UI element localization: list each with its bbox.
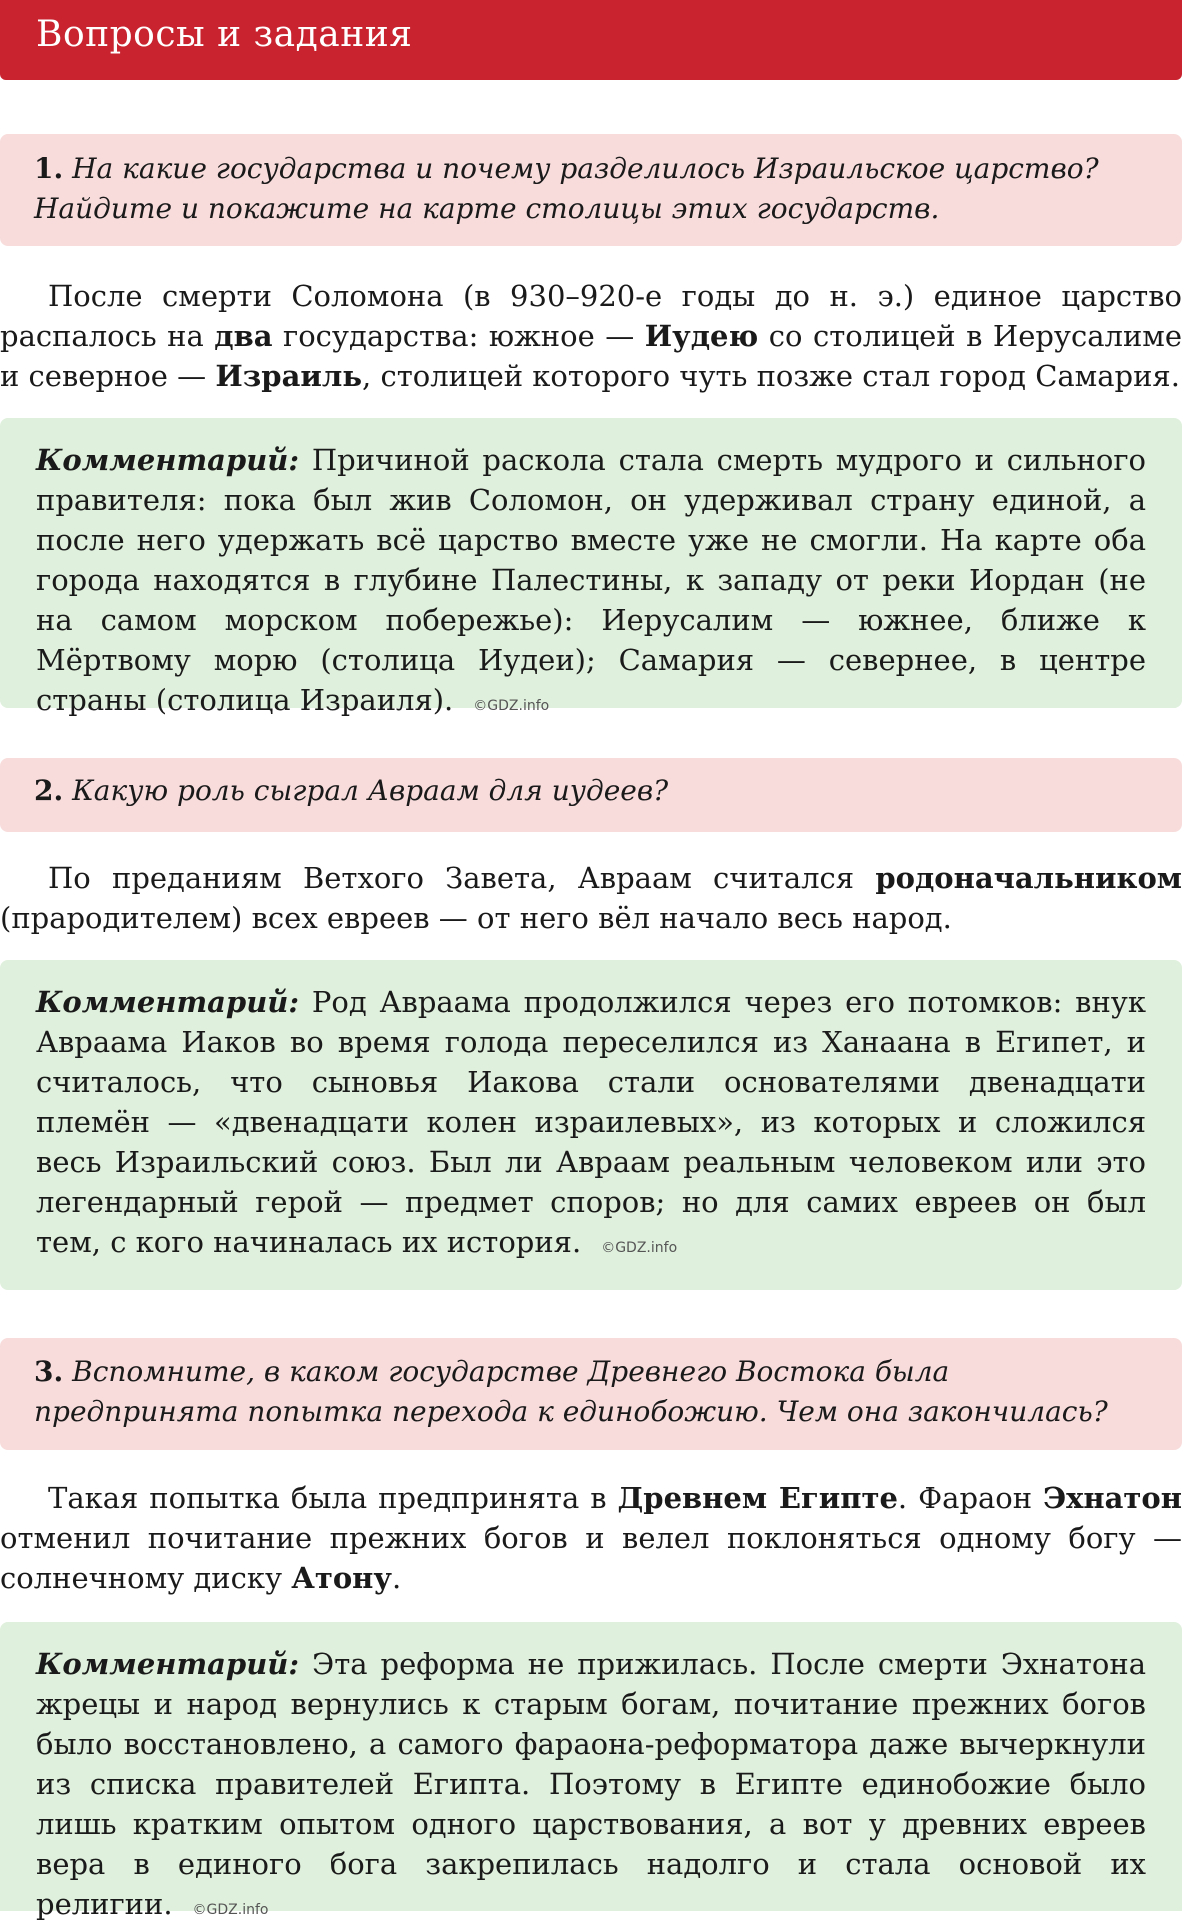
comment-text: Причиной раскола стала смерть мудрого и сильного правителя: пока был жив Соломон, он удерживал страну единой, а после него удержать всё царство вместе уже не смогли. На карте оба города находятся в глубине Палестины, к западу от реки Иордан (не на самом морском побережье): Иерусалим — южнее, ближе к Мёртвому морю (столица Иудеи); Самария — севернее, в центре страны (столица Израиля). [36, 443, 1146, 717]
question-1-box [0, 134, 1182, 246]
question-1 [34, 149, 1148, 229]
question-3 [34, 1352, 1148, 1432]
answer-text [0, 276, 1182, 396]
comment-2 [36, 982, 1146, 1268]
answer-run: Такая попытка была предпринята в [48, 1481, 618, 1515]
answer-run: государства: южное — [272, 319, 645, 353]
question-3-box [0, 1338, 1182, 1450]
answer-bold: Израиль [215, 359, 363, 393]
answer-3 [0, 1478, 1182, 1598]
section-header [0, 0, 1182, 80]
comment-label: Комментарий: [36, 1647, 300, 1681]
comment-label: Комментарий: [36, 443, 300, 477]
answer-run: . [391, 1561, 402, 1595]
watermark: ©GDZ.info [473, 698, 550, 714]
comment-1 [36, 440, 1146, 726]
answer-bold: Древнем Египте [617, 1481, 898, 1515]
answer-text [0, 1478, 1182, 1598]
comment-label: Комментарий: [36, 985, 300, 1019]
answer-run: По преданиям Ветхого Завета, Авраам считался [48, 861, 876, 895]
question-2 [34, 771, 1148, 811]
answer-bold: Иудею [644, 319, 759, 353]
question-number: 2. [34, 774, 64, 807]
answer-bold: два [214, 319, 273, 353]
answer-2 [0, 858, 1182, 938]
comment-text: Род Авраама продолжился через его потомков: внук Авраама Иаков во время голода переселился из Ханаана в Египет, и считалось, что сыновья Иакова стали основателями двенадцати племён — «двенадцати колен израилевых», из которых и сложился весь Израильский союз. Был ли Авраам реальным человеком или это легендарный герой — предмет споров; но для самих евреев он был тем, с кого начиналась их история. [36, 985, 1146, 1259]
answer-text [0, 858, 1182, 938]
answer-1 [0, 276, 1182, 396]
comment-3-box [0, 1622, 1182, 1921]
comment-text: Эта реформа не прижилась. После смерти Эхнатона жрецы и народ вернулись к старым богам, почитание прежних богов было восстановлено, а самого фараона-реформатора даже вычеркнули из списка правителей Египта. Поэтому в Египте единобожие было лишь кратким опытом одного царствования, а вот у древних евреев вера в единого бога закрепилась надолго и стала основой их религии. [36, 1647, 1147, 1921]
question-2-box [0, 758, 1182, 832]
question-number: 1. [34, 152, 64, 185]
comment-2-box [0, 960, 1182, 1290]
watermark: ©GDZ.info [192, 1902, 269, 1918]
question-text: Какую роль сыграл Авраам для иудеев? [72, 774, 669, 807]
answer-bold: Эхнатон [1043, 1481, 1182, 1515]
question-number: 3. [34, 1355, 64, 1388]
question-text: Вспомните, в каком государстве Древнего Востока была предпринята попытка перехода к единобожию. Чем она закончилась? [34, 1355, 1108, 1428]
answer-run: , столицей которого чуть позже стал город Самария. [362, 359, 1180, 393]
answer-run: отменил почитание прежних богов и велел поклоняться одному богу — солнечному диску [0, 1521, 1182, 1595]
comment-1-box [0, 418, 1182, 717]
question-text: На какие государства и почему разделилось Израильское царство? Найдите и покажите на карте столицы этих государств. [34, 152, 1099, 225]
answer-run: После смерти Соломона (в 930–920-е годы до н. э.) единое царство распалось на [0, 279, 1182, 353]
comment-3 [36, 1644, 1146, 1930]
answer-run: . Фараон [897, 1481, 1044, 1515]
answer-bold: родоначальником [875, 861, 1182, 895]
watermark: ©GDZ.info [601, 1240, 678, 1256]
answer-bold: Атону [291, 1561, 392, 1595]
answer-run: (прародителем) всех евреев — от него вёл начало весь народ. [0, 901, 952, 935]
section-title: Вопросы и задания [36, 14, 413, 55]
answer-run: со столицей в Иерусалиме и северное — [0, 319, 1182, 393]
